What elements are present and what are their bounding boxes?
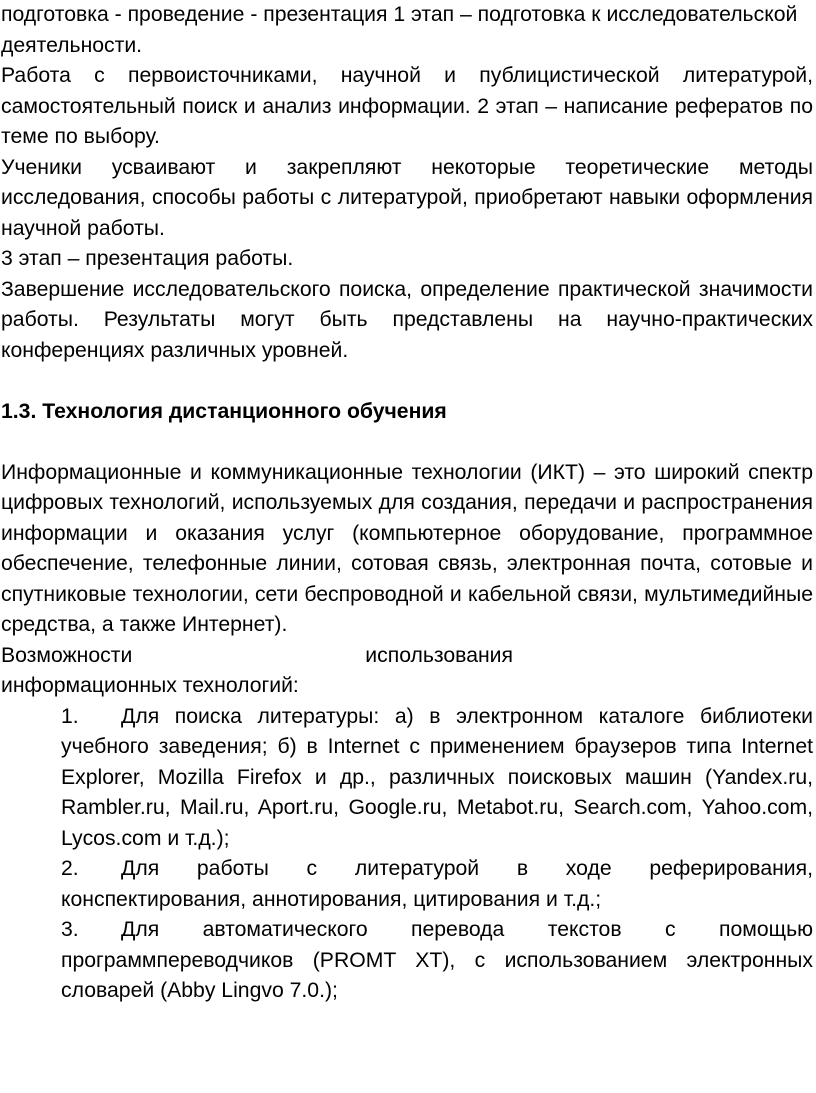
paragraph-stage-2-students: Ученики усваивают и закрепляют некоторые теоретические методы исследования, способы работы с литературой, приобретают навыки оформления научной работы. (1, 155, 813, 240)
possibilities-continuation: информационных технологий: (1, 674, 299, 697)
list-item-number: 2. (61, 857, 79, 880)
list-item-number: 3. (61, 918, 79, 941)
paragraph-stages-intro: подготовка - проведение - презентация 1 этап – подготовка к исследовательской деятельности. (1, 3, 798, 57)
paragraph-stage-1-work: Работа с первоисточниками, научной и публицистической литературой, самостоятельный поиск и анализ информации. 2 этап – написание рефератов по теме по выбору. (1, 64, 813, 148)
list-item-text: Для автоматического перевода текстов с помощью программпереводчиков (PROMT XT), с использованием электронных словарей (Abby Lingvo 7.0.); (61, 918, 813, 1002)
list-item (61, 702, 813, 855)
ict-usage-list (1, 702, 813, 1007)
list-item-number: 1. (61, 704, 79, 728)
paragraph-ict-definition: Информационные и коммуникационные технологии (ИКТ) – это широкий спектр цифровых технологий, используемых для создания, передачи и распространения информации и оказания услуг (компьютерное оборудование, программное обеспечение, телефонные линии, сотовая связь, электронная почта, сотовые и спутниковые технологии, сети беспроводной и кабельной связи, мультимедийные средства, а также Интернет). (1, 460, 813, 636)
paragraph-completion: Завершение исследовательского поиска, определение практической значимости работы. Результаты могут быть представлены на научно-практических конференциях различных уровней. (1, 277, 813, 362)
usage-word: использования (365, 643, 513, 667)
list-item (61, 854, 813, 915)
list-item-text: Для поиска литературы: а) в электронном каталоге библиотеки учебного заведения; б) в Internet с применением браузеров типа Internet Explorer, Mozilla Firefox и др., различных поисковых машин (Yandex.ru, Rambler.ru, Mail.ru, Aport.ru, Google.ru, Metabot.ru, Search.com, Yahoo.com, Lycos.com и т.д.); (61, 704, 813, 850)
list-item-text: Для работы с литературой в ходе реферирования, конспектирования, аннотирования, цитирования и т.д.; (61, 857, 813, 911)
possibilities-word: Возможности (1, 643, 133, 667)
paragraph-stage-3: 3 этап – презентация работы. (1, 247, 294, 270)
possibilities-line (1, 641, 513, 672)
section-heading: 1.3. Технология дистанционного обучения (1, 399, 447, 423)
list-item (61, 915, 813, 1007)
